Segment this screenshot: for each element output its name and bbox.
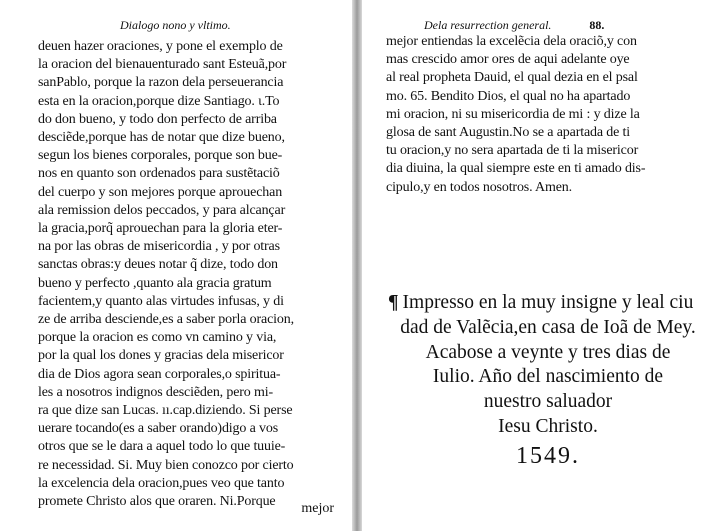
right-body-text <box>386 33 645 197</box>
text-line: tu oracion,y no sera apartada de ti la misericor <box>386 143 639 159</box>
text-line: nos en quanto son ordenados para sustẽtaciõ <box>38 166 280 182</box>
text-line: re necessidad. Si. Muy bien conozco por cierto <box>38 457 294 473</box>
text-line: la oracion del bienauenturado sant Esteuã,por <box>38 57 287 73</box>
text-line: cipulo,y en todos nosotros. Amen. <box>386 179 572 195</box>
text-line: facientem,y quanto alas virtudes infusas, y di <box>38 293 284 309</box>
text-line: bueno y perfecto ,quanto ala gracia gratum <box>38 275 272 291</box>
colophon-line: Iesu Christo. <box>498 415 598 437</box>
text-line: mas crescido amor ores de aqui adelante oye <box>386 52 630 68</box>
text-line: del cuerpo y son mejores porque aprouechan <box>38 184 283 200</box>
left-body-text <box>38 38 294 511</box>
text-line: ala remission delos peccados, y para alcançar <box>38 202 286 218</box>
right-running-title: Dela resurrection general. <box>424 18 552 32</box>
text-line: sanctas obras:y deues notar q̃ dize, todo don <box>38 257 278 273</box>
text-line: les a nosotros indignos desciẽden, pero mi- <box>38 384 274 400</box>
text-line: la excelencia dela oracion,pues veo que tanto <box>38 475 285 491</box>
colophon-line: Acabose a veynte y tres dias de <box>425 341 671 363</box>
folio-number: 88. <box>589 18 605 32</box>
text-line: mejor entiendas la excelẽcia dela oraciõ,y con <box>386 34 637 49</box>
text-line: mi oracion, ni su misericordia de mi : y dize la <box>386 106 640 122</box>
text-line: dia de Dios agora sean corporales,o spiritua- <box>38 366 281 382</box>
colophon-line: dad de Valẽcia,en casa de Ioã de Mey. <box>400 316 696 338</box>
text-line: mo. 65. Bendito Dios, el qual no ha apartado <box>386 88 631 104</box>
catchword: mejor <box>301 501 334 516</box>
text-line: promete Christo alos que oraren. Ni.Porque <box>38 494 276 510</box>
colophon-line: nuestro saluador <box>483 391 613 413</box>
text-line: esta en la oracion,porque dize Santiago. ι.To <box>38 93 280 109</box>
colophon-line <box>378 291 718 316</box>
text-line: ze de arriba desciende,es a saber porla oracion, <box>38 312 294 328</box>
book-gutter <box>352 0 362 531</box>
text-line: la gracia,porq̃ aprouechan para la gloria eter- <box>38 221 283 237</box>
right-running-head <box>424 18 604 33</box>
text-line: porque la oracion es como vn camino y via, <box>38 330 277 346</box>
right-page <box>370 0 720 531</box>
text-line: otros que se le dara a aquel todo lo que tuuie- <box>38 439 286 455</box>
text-line: glosa de sant Augustin.No se a apartada de ti <box>386 125 631 141</box>
imprint-year: 1549. <box>516 442 580 469</box>
text-line: do don bueno, y todo don perfecto de arriba <box>38 111 277 127</box>
colophon <box>378 291 718 469</box>
text-line: desciẽde,porque has de notar que dize bueno, <box>38 130 285 146</box>
colophon-text: Impresso en la muy insigne y leal ciu <box>402 292 694 313</box>
text-line: sanPablo, porque la razon dela perseuerancia <box>38 75 284 91</box>
pilcrow-mark: ¶ <box>388 292 399 313</box>
text-line: por la qual los dones y gracias dela misericor <box>38 348 284 364</box>
text-line: ra que dize san Lucas. ıı.cap.diziendo. Si perse <box>38 403 293 419</box>
text-line: na por las obras de misericordia , y por otras <box>38 239 280 255</box>
text-line: segun los bienes corporales, porque son bue- <box>38 148 283 164</box>
text-line: al real propheta Dauid, el qual dezia en el psal <box>386 70 638 86</box>
left-running-head: Dialogo nono y vltimo. <box>120 18 231 32</box>
left-page <box>8 0 348 531</box>
text-line: uerare tocando(es a saber orando)digo a vos <box>38 421 278 437</box>
text-line: deuen hazer oraciones, y pone el exemplo de <box>38 39 283 54</box>
text-line: dia diuina, la qual siempre este en ti amado dis- <box>386 161 646 177</box>
colophon-line: Iulio. Año del nascimiento de <box>432 366 664 388</box>
